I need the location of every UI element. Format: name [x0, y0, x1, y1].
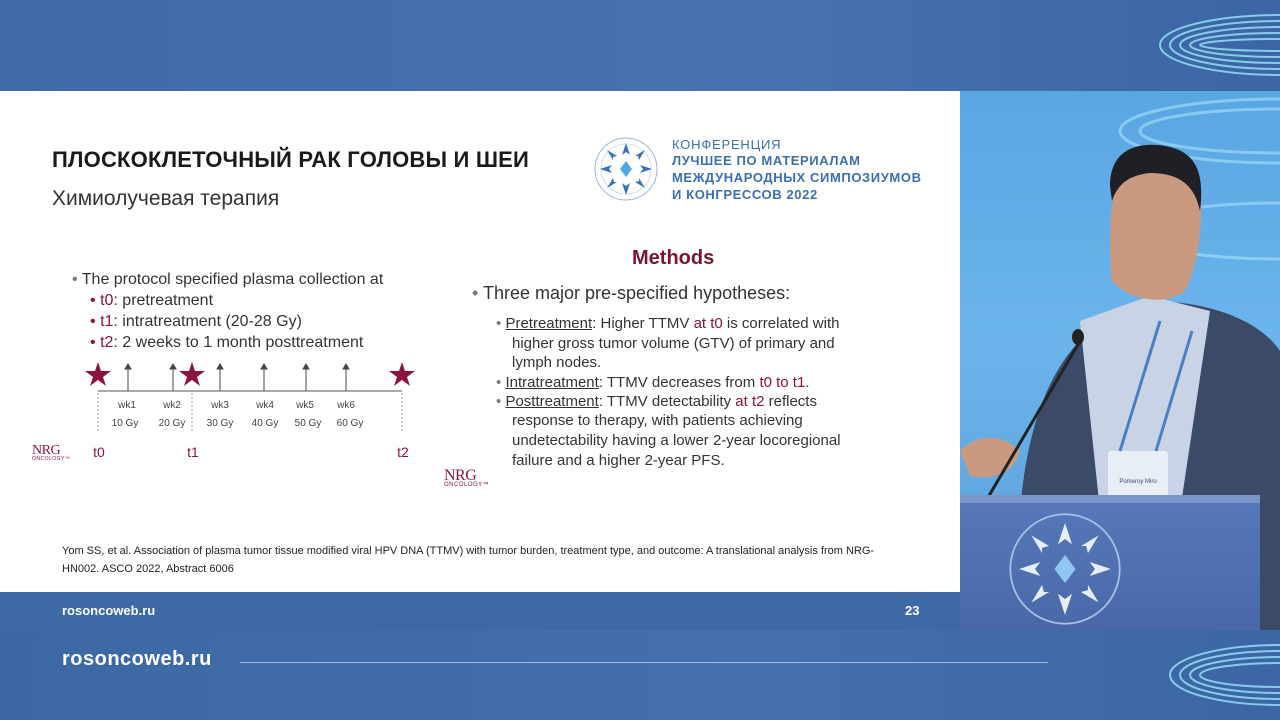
- dose-label: 10 Gy: [111, 418, 139, 429]
- hypothesis-text: higher gross tumor volume (GTV) of primary and: [512, 335, 835, 352]
- dose-label: 50 Gy: [294, 418, 322, 429]
- treatment-timeline: [80, 353, 440, 463]
- hypothesis-text: response to therapy, with patients achieving: [512, 412, 803, 429]
- star-icon: [85, 362, 111, 386]
- week-label: wk4: [256, 400, 274, 411]
- decorative-arcs-top-icon: [1080, 0, 1280, 91]
- nrg-oncology-logo: NRG ONCOLOGY™: [32, 443, 71, 462]
- protocol-item-t0: • t0: pretreatment: [90, 292, 214, 309]
- time-label-t0: t0: [93, 444, 105, 460]
- protocol-intro: • The protocol specified plasma collection at: [72, 271, 384, 288]
- name-badge: [1108, 451, 1168, 499]
- snowflake-arrows-emblem-icon: [990, 509, 1140, 629]
- hypothesis-text: failure and a higher 2-year PFS.: [512, 452, 725, 469]
- slide-page-number: 23: [905, 603, 920, 618]
- star-icon: [179, 362, 205, 386]
- dose-label: 40 Gy: [251, 418, 279, 429]
- hypotheses-bullet: • Three major pre-specified hypotheses:: [472, 283, 791, 303]
- presentation-slide: [0, 91, 960, 630]
- star-icon: [389, 362, 415, 386]
- hypothesis-pretreatment: • Pretreatment: Higher TTMV at t0 is correlated with: [496, 315, 840, 332]
- protocol-item-t1: • t1: intratreatment (20-28 Gy): [90, 313, 302, 330]
- hypothesis-posttreatment: • Posttreatment: TTMV detectability at t2 reflects: [496, 393, 817, 410]
- broadcast-bottom-bar: [0, 630, 1280, 720]
- slide-title: ПЛОСКОКЛЕТОЧНЫЙ РАК ГОЛОВЫ И ШЕИ: [52, 147, 530, 172]
- time-label-t2: t2: [397, 444, 409, 460]
- slide-footer-url: rosoncoweb.ru: [62, 603, 156, 618]
- protocol-item-t2: • t2: 2 weeks to 1 month posttreatment: [90, 334, 364, 351]
- dose-label: 30 Gy: [206, 418, 234, 429]
- dose-label: 60 Gy: [336, 418, 364, 429]
- methods-heading: Methods: [632, 247, 715, 269]
- broadcast-url: rosoncoweb.ru: [62, 648, 212, 670]
- conference-line-2: ЛУЧШЕЕ ПО МАТЕРИАЛАМ: [672, 153, 861, 168]
- hypothesis-intratreatment: • Intratreatment: TTMV decreases from t0 to t1.: [496, 374, 810, 391]
- snowflake-arrows-emblem-icon: [592, 135, 660, 203]
- week-label: wk5: [296, 400, 314, 411]
- time-label-t1: t1: [187, 444, 199, 460]
- week-label: wk1: [118, 400, 136, 411]
- hypothesis-text: lymph nodes.: [512, 354, 602, 371]
- podium: [960, 503, 1260, 630]
- decorative-arcs-bottom-icon: [1090, 630, 1280, 720]
- conference-line-1: КОНФЕРЕНЦИЯ: [672, 137, 782, 152]
- broadcast-divider: [240, 662, 1048, 663]
- speaker-camera-view: [960, 91, 1280, 630]
- nrg-oncology-logo: NRG ONCOLOGY™: [444, 467, 490, 488]
- dose-label: 20 Gy: [158, 418, 186, 429]
- citation: Yom SS, et al. Association of plasma tumor tissue modified viral HPV DNA (TTMV) with tumor burden, treatment type, and outcome: A translational analysis from NRG-HN002. ASCO 2022, Abstract 6006: [62, 545, 875, 575]
- week-label: wk6: [337, 400, 355, 411]
- week-label: wk2: [163, 400, 181, 411]
- conference-line-3: МЕЖДУНАРОДНЫХ СИМПОЗИУМОВ: [672, 170, 922, 185]
- conference-line-4: И КОНГРЕССОВ 2022: [672, 187, 818, 202]
- conference-title: [672, 137, 922, 203]
- week-label: wk3: [211, 400, 229, 411]
- slide-subtitle: Химиолучевая терапия: [52, 187, 280, 210]
- slide-footer: [0, 592, 960, 630]
- svg-text:Pomeroy Miro: Pomeroy Miro: [1119, 479, 1157, 485]
- hypothesis-text: undetectability having a lower 2-year locoregional: [512, 432, 841, 449]
